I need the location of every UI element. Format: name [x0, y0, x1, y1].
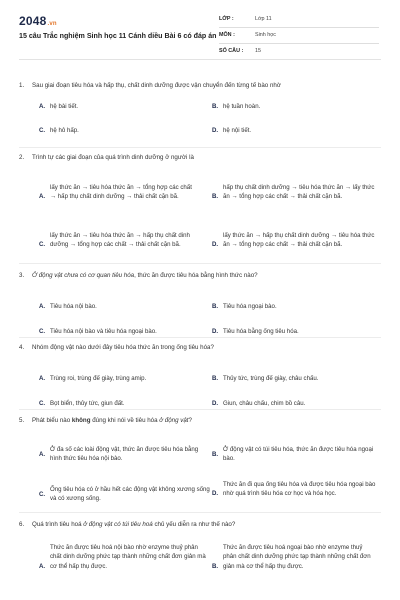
question-divider [19, 147, 381, 148]
question-stem: 1. Sau giai đoạn tiêu hóa và hấp thụ, chất dinh dưỡng được vận chuyển đến từng tế bào nhờ [19, 82, 281, 89]
option-a[interactable]: A. hệ bài tiết. [39, 103, 79, 110]
question-divider [19, 263, 381, 264]
option-d[interactable]: D. hệ nội tiết. [212, 127, 252, 134]
question-1 [19, 81, 381, 134]
option-a[interactable]: A. Ở đa số các loài động vật, thức ăn được tiêu hóa bằng hình thức tiêu hóa nội bào. [39, 446, 199, 463]
meta-row-subject: MÔN : Sinh học [219, 28, 379, 44]
question-2 [19, 153, 381, 249]
option-b[interactable]: B. Thức ăn được tiêu hoá ngoại bào nhờ enzyme thuỷ phân chất dinh dưỡng phức tạp thành những chất đơn giản mà cơ thể hấp thụ được. [212, 544, 371, 570]
document-header [0, 0, 400, 60]
option-b[interactable]: B. hấp thụ chất dinh dưỡng → tiêu hóa thức ăn → lấy thức ăn → tổng hợp các chất → thải chất cặn bã. [212, 184, 375, 201]
question-divider [19, 512, 381, 513]
option-b[interactable]: B. Tiêu hóa ngoại bào. [212, 303, 277, 310]
question-6 [19, 520, 381, 570]
question-divider [19, 337, 381, 338]
option-d[interactable]: D. Tiêu hóa bằng ống tiêu hóa. [212, 328, 299, 335]
option-c[interactable]: C. Bọt biển, thủy tức, giun đất. [39, 400, 125, 407]
option-b[interactable]: B. Ở động vật có túi tiêu hóa, thức ăn được tiêu hóa ngoại bào. [212, 446, 374, 463]
question-stem: 2. Trình tự các giai đoạn của quá trình dinh dưỡng ở người là [19, 154, 194, 161]
question-stem: 3. Ở động vật chưa có cơ quan tiêu hóa, thức ăn được tiêu hóa bằng hình thức nào? [19, 272, 258, 279]
option-c[interactable]: C. Ống tiêu hóa có ở hầu hết các động vật không xương sống và có xương sống. [39, 486, 210, 503]
question-4 [19, 343, 381, 407]
option-b[interactable]: B. Thủy tức, trùng đế giày, châu chấu. [212, 375, 319, 382]
meta-row-grade: LỚP : Lớp 11 [219, 12, 379, 28]
question-stem: 5. Phát biểu nào không đúng khi nói về tiêu hóa ở động vật? [19, 417, 192, 424]
question-divider [19, 409, 381, 410]
option-d[interactable]: D. lấy thức ăn → hấp thụ chất dinh dưỡng → tiêu hóa thức ăn → tổng hợp các chất → thải chất cặn bã. [212, 232, 375, 249]
option-a[interactable]: A. Thức ăn được tiêu hoá nội bào nhờ enzyme thuỷ phân chất dinh dưỡng phức tạp thành những chất đơn giản mà cơ thể hấp thụ được. [39, 544, 206, 570]
option-c[interactable]: C. hệ hô hấp. [39, 127, 79, 134]
page-title: 15 câu Trắc nghiệm Sinh học 11 Cánh diều Bài 6 có đáp án [19, 32, 217, 40]
option-c[interactable]: C. lấy thức ăn → tiêu hóa thức ăn → hấp thụ chất dinh dưỡng → tổng hợp các chất → thải chất cặn bã. [39, 232, 190, 249]
option-d[interactable]: D. Giun, châu chấu, chim bồ câu. [212, 400, 306, 407]
option-a[interactable]: A. Trùng roi, trùng đế giày, trùng amip. [39, 375, 147, 382]
option-d[interactable]: D. Thức ăn đi qua ống tiêu hóa và được tiêu hóa ngoại bào nhờ quá trình tiêu hóa cơ học và hóa học. [212, 481, 376, 498]
meta-table [219, 12, 379, 60]
meta-row-count: SỐ CÂU : 15 [219, 44, 379, 60]
option-a[interactable]: A. lấy thức ăn → tiêu hóa thức ăn → tổng hợp các chất → hấp thụ chất dinh dưỡng → thải chất cặn bã. [39, 184, 192, 201]
site-logo[interactable]: 2048.vn [19, 14, 57, 28]
question-5 [19, 416, 381, 503]
question-3 [19, 271, 381, 335]
header-divider [19, 59, 381, 60]
option-a[interactable]: A. Tiêu hóa nội bào. [39, 303, 97, 310]
question-stem: 4. Nhóm động vật nào dưới đây tiêu hóa thức ăn trong ống tiêu hóa? [19, 344, 214, 351]
option-b[interactable]: B. hệ tuần hoàn. [212, 103, 261, 110]
question-stem: 6. Quá trình tiêu hoá ở động vật có túi tiêu hoá chủ yếu diễn ra như thế nào? [19, 521, 236, 528]
option-c[interactable]: C. Tiêu hóa nội bào và tiêu hóa ngoại bào. [39, 328, 157, 335]
